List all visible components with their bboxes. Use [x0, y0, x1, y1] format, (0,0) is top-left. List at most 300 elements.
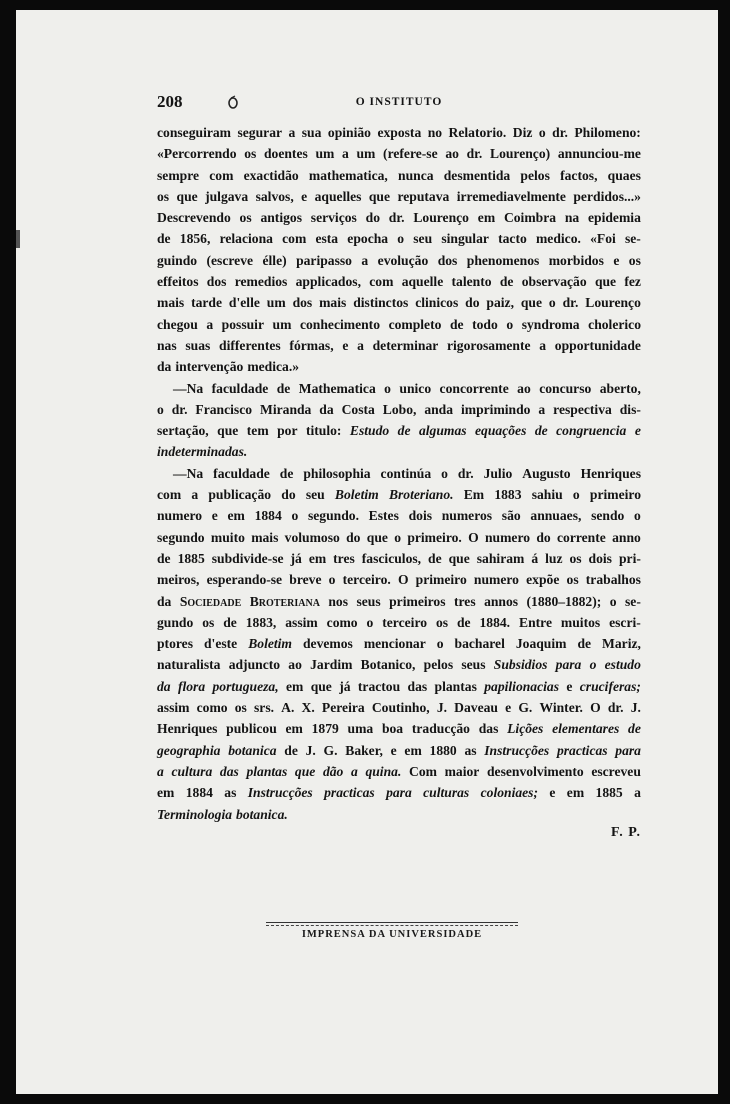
word: os — [569, 550, 582, 566]
word: como — [326, 614, 358, 630]
word: distinctos — [353, 295, 409, 311]
word: primeiros — [389, 593, 446, 609]
word: Philomeno: — [574, 125, 641, 140]
word: primeiro. — [407, 529, 462, 545]
text-line — [157, 676, 641, 697]
text-line — [157, 484, 641, 505]
word: se- — [625, 593, 641, 609]
word: botanica. — [236, 806, 288, 822]
word: remedios — [234, 274, 288, 290]
word: J. — [436, 700, 448, 716]
word: a — [634, 785, 641, 801]
word: J. — [630, 700, 641, 716]
word: Lourenço — [585, 295, 641, 311]
word: de — [157, 231, 171, 247]
footer-rule — [266, 922, 518, 926]
word: Julio — [483, 465, 513, 481]
word: annos — [484, 593, 519, 609]
word: algumas — [418, 423, 467, 439]
word: aberto, — [599, 380, 641, 396]
text-line — [157, 292, 641, 313]
word: chegou — [157, 316, 198, 332]
word: 1885 — [595, 785, 623, 801]
word: bacharel — [454, 636, 505, 652]
word: 1883, — [245, 614, 277, 630]
word: em — [285, 678, 304, 694]
word: no — [427, 125, 443, 140]
word: Estudo — [349, 423, 390, 439]
word: corrente — [557, 529, 606, 545]
word: salvos, — [255, 188, 294, 204]
text-line — [157, 186, 641, 207]
word: aquelle — [401, 274, 444, 290]
word: opinião — [327, 125, 371, 140]
word: plantas — [434, 678, 477, 694]
word: em — [477, 210, 496, 226]
word: dr. — [466, 146, 483, 162]
word: concorrente — [439, 380, 509, 396]
text-line — [157, 569, 641, 590]
word: das — [478, 721, 499, 737]
word: e — [613, 252, 620, 268]
word: publicou — [226, 721, 277, 737]
word: a — [206, 316, 214, 332]
word: com — [369, 274, 394, 290]
word: unico — [399, 380, 432, 396]
word: gundo — [157, 614, 194, 630]
word: julgava — [205, 188, 249, 204]
word: philosophia — [303, 465, 371, 481]
word: com — [157, 487, 182, 503]
word: de — [276, 380, 291, 396]
word: practicas — [324, 785, 375, 801]
word: morbidos — [548, 252, 604, 268]
word: exactidão — [243, 167, 299, 183]
text-line — [157, 633, 641, 654]
word: (1880–1882); — [526, 593, 602, 609]
word: o — [506, 316, 514, 332]
word: muito — [210, 529, 245, 545]
word: syndroma — [521, 316, 580, 332]
word: desenvolvimento — [487, 763, 584, 779]
word: de — [577, 636, 592, 652]
word: expõe — [526, 572, 560, 588]
word: desmentida — [443, 167, 511, 183]
word: que — [176, 188, 198, 204]
word: reputava — [397, 188, 450, 204]
word: dão — [322, 763, 344, 779]
word: concurso — [539, 380, 592, 396]
word: e — [390, 742, 397, 758]
word: dois — [408, 508, 433, 524]
word: do — [536, 529, 551, 545]
word: dr. — [607, 700, 624, 716]
word: em — [404, 742, 422, 758]
word: Com — [409, 763, 437, 779]
word: segurar — [237, 125, 283, 140]
word: practicas — [556, 742, 608, 758]
word: mencionar — [363, 636, 426, 652]
text-line — [157, 591, 641, 612]
text-block — [157, 92, 641, 841]
word: a — [539, 337, 547, 353]
word: Henriques — [157, 721, 218, 737]
word: sua — [301, 125, 322, 140]
word: assim — [157, 700, 190, 716]
page-number: 208 — [157, 92, 183, 111]
word: 1856, — [179, 231, 211, 247]
word: dos — [292, 295, 313, 311]
word: exposta — [377, 125, 422, 140]
word: O — [468, 529, 479, 545]
text-line — [157, 441, 641, 462]
word: que — [366, 529, 388, 545]
word: indeterminadas. — [157, 444, 248, 460]
word: Mathematica — [298, 380, 376, 396]
word: boa — [381, 721, 404, 737]
word: Coimbra — [503, 210, 557, 226]
word: e — [301, 188, 308, 204]
word: a — [342, 146, 349, 162]
word: os — [157, 188, 170, 204]
word: e — [342, 337, 349, 353]
word: Winter. — [539, 700, 583, 716]
word: para — [615, 742, 641, 758]
word: dos — [437, 252, 458, 268]
word: 1884. — [479, 614, 511, 630]
word: subdivide-se — [211, 550, 284, 566]
word: estudo — [604, 657, 641, 673]
word: sempre — [157, 167, 200, 183]
word: de — [284, 742, 298, 758]
word: 1879 — [311, 721, 339, 737]
word: breve — [289, 572, 322, 588]
word: das — [407, 678, 428, 694]
word: esperando-se — [206, 572, 283, 588]
word: Descrevendo — [157, 210, 231, 226]
word: na — [564, 210, 580, 226]
word: da — [157, 593, 172, 609]
word: numero — [157, 508, 203, 524]
word: naturalista — [157, 657, 221, 673]
text-line — [157, 505, 641, 526]
word: mais — [319, 295, 347, 311]
word: determinar — [372, 337, 439, 353]
word: relaciona — [219, 231, 273, 247]
word: 1880 — [429, 742, 457, 758]
word: Instrucções — [484, 742, 550, 758]
word: paripasso — [296, 252, 352, 268]
word: suas — [185, 337, 211, 353]
word: o — [441, 465, 448, 481]
word: cultura — [171, 763, 213, 779]
word: que — [520, 295, 543, 311]
word: Em — [463, 487, 485, 503]
word: do — [365, 210, 380, 226]
word: e — [211, 508, 218, 524]
word: para — [386, 785, 412, 801]
word: a — [288, 125, 296, 140]
word: das — [219, 763, 239, 779]
word: sendo — [591, 508, 625, 524]
word: da — [157, 359, 172, 375]
word: e — [505, 700, 512, 716]
word: terceiro. — [342, 572, 391, 588]
word: perdidos...» — [573, 188, 641, 204]
text-line — [157, 782, 641, 803]
word: sahiram — [476, 550, 525, 566]
word: os — [244, 146, 257, 162]
word: fórmas, — [289, 337, 334, 353]
word: para — [555, 657, 582, 673]
word: annunciou-me — [557, 146, 641, 162]
word: Francisco — [195, 401, 253, 417]
word: o — [291, 508, 299, 524]
word: numeros — [441, 508, 493, 524]
word: applicados, — [295, 274, 361, 290]
word: culturas — [423, 785, 470, 801]
word: um — [315, 146, 335, 162]
text-line — [157, 165, 641, 186]
word: o — [384, 380, 391, 396]
text-line — [157, 612, 641, 633]
word: a — [357, 337, 364, 353]
word: imprimindo — [460, 401, 531, 417]
text-line — [157, 654, 641, 675]
word: devemos — [303, 636, 353, 652]
word: os — [435, 614, 449, 630]
word: Terminologia — [157, 806, 233, 822]
word: que — [217, 423, 239, 439]
word: primeiro — [415, 572, 467, 588]
word: o — [572, 487, 580, 503]
word: Estes — [368, 508, 399, 524]
word: annuaes, — [530, 508, 582, 524]
word: o — [436, 636, 444, 652]
word: tres — [453, 593, 476, 609]
text-line — [157, 356, 641, 377]
word: rigorosamente — [447, 337, 531, 353]
word: a — [361, 252, 369, 268]
text-line — [157, 527, 641, 548]
word: adjuncto — [228, 657, 281, 673]
word: cholerico — [588, 316, 641, 332]
word: em — [308, 550, 327, 566]
word: as — [464, 742, 477, 758]
word: que — [594, 274, 617, 290]
word: Mariz, — [602, 636, 641, 652]
word: já — [290, 550, 302, 566]
word: mais — [157, 295, 185, 311]
word: o — [548, 295, 556, 311]
word: botanica — [228, 742, 277, 758]
word: factos, — [560, 167, 598, 183]
word: titulo: — [305, 423, 342, 439]
word: pri- — [618, 550, 641, 566]
word: uma — [347, 721, 374, 737]
word: de — [499, 274, 514, 290]
word: O — [590, 700, 601, 716]
word: seus — [356, 593, 381, 609]
word: medico. — [535, 231, 581, 247]
word: papilionacias — [484, 678, 559, 694]
text-line — [157, 271, 641, 292]
word: plantas — [246, 763, 288, 779]
word: escri- — [609, 614, 641, 630]
word: Relatorio. — [448, 125, 507, 140]
word: respectiva — [553, 401, 612, 417]
word: elementares — [552, 721, 620, 737]
word: anda — [424, 401, 454, 417]
word: paiz, — [486, 295, 514, 311]
word: phenomenos — [466, 252, 540, 268]
text-line — [157, 335, 641, 356]
text-line — [157, 378, 641, 399]
word: e — [634, 423, 641, 439]
word: meiros, — [157, 572, 200, 588]
word: anno — [612, 529, 641, 545]
word: Instrucções — [247, 785, 313, 801]
text-line — [157, 228, 641, 249]
word: irremediavelmente — [456, 188, 566, 204]
word: Jardim — [310, 657, 353, 673]
word: equações — [475, 423, 527, 439]
word: 1883 — [494, 487, 522, 503]
word: de — [428, 550, 442, 566]
word: guindo — [157, 252, 198, 268]
word: Lourenço — [413, 210, 469, 226]
word: Joaquim — [515, 636, 567, 652]
text-line — [157, 420, 641, 441]
word: flora — [177, 678, 206, 694]
word: um — [356, 146, 376, 162]
word: Lourenço) — [490, 146, 551, 162]
word: «Foi — [590, 231, 616, 247]
word: Costa — [341, 401, 375, 417]
word: epidemia — [588, 210, 641, 226]
word: quina. — [365, 763, 402, 779]
word: tem — [246, 423, 269, 439]
word: dr. — [457, 465, 474, 481]
text-line — [157, 804, 641, 825]
word: Daveau — [454, 700, 498, 716]
word: observação — [521, 274, 587, 290]
word: O — [397, 572, 409, 588]
word: 1885 — [177, 550, 205, 566]
signature: F. P. — [610, 824, 641, 840]
word: medica.» — [247, 359, 300, 375]
word: coloniaes; — [480, 785, 538, 801]
word: numero — [484, 529, 531, 545]
word: á — [531, 550, 539, 566]
word: seu — [305, 487, 325, 503]
text-line — [157, 548, 641, 569]
word: o — [538, 125, 546, 140]
word: Lobo, — [382, 401, 417, 417]
word: Coutinho, — [371, 700, 430, 716]
word: o — [394, 529, 402, 545]
text-line — [157, 314, 641, 335]
word: de — [279, 465, 294, 481]
word: Henriques — [580, 465, 641, 481]
word: G. — [323, 742, 338, 758]
word: a — [157, 763, 164, 779]
word: os — [628, 252, 641, 268]
text-line — [157, 250, 641, 271]
word: conseguiram — [157, 125, 232, 140]
word: dos — [206, 274, 227, 290]
word: já — [339, 678, 351, 694]
word: nas — [157, 337, 177, 353]
word: o — [157, 401, 164, 417]
text-line — [157, 718, 641, 739]
word: que — [310, 678, 332, 694]
word: escreveu — [591, 763, 641, 779]
word: geographia — [157, 742, 221, 758]
word: que — [294, 763, 316, 779]
word: e — [549, 785, 556, 801]
word: mais — [251, 529, 279, 545]
word: G. — [518, 700, 533, 716]
word: da — [157, 678, 171, 694]
word: assim — [285, 614, 318, 630]
word: ao — [445, 146, 459, 162]
word: effeitos — [157, 274, 199, 290]
word: differentes — [219, 337, 281, 353]
printer-imprint: IMPRENSA DA UNIVERSIDADE — [301, 929, 483, 940]
word: seu — [413, 231, 433, 247]
text-line — [157, 143, 641, 164]
text-line — [157, 122, 641, 143]
word: em — [227, 508, 245, 524]
word: traducção — [411, 721, 470, 737]
page-header — [157, 92, 641, 122]
word: nunca — [398, 167, 434, 183]
word: epocha — [347, 231, 389, 247]
word: opportunidade — [554, 337, 641, 353]
word: dr. — [171, 401, 188, 417]
word: Subsidios — [493, 657, 548, 673]
word: os — [202, 614, 215, 630]
word: primeiro — [589, 487, 641, 503]
word: terceiro — [382, 614, 428, 630]
word: —Na — [173, 380, 204, 396]
word: o — [397, 231, 405, 247]
word: J. — [305, 742, 316, 758]
word: Sociedade — [179, 593, 242, 609]
word: dis- — [619, 401, 641, 417]
word: Broteriana — [249, 593, 320, 609]
word: o — [328, 572, 336, 588]
word: «Percorrendo — [157, 146, 237, 162]
document-page — [16, 10, 718, 1094]
word: os — [566, 572, 579, 588]
word: se- — [624, 231, 641, 247]
word: de — [449, 316, 464, 332]
word: segundo — [157, 529, 205, 545]
word: o — [589, 657, 597, 673]
word: tacto — [498, 231, 527, 247]
text-line — [157, 761, 641, 782]
word: um — [272, 316, 292, 332]
word: volumoso — [284, 529, 340, 545]
word: o — [634, 508, 641, 524]
word: serviços — [310, 210, 357, 226]
word: —Na — [173, 465, 204, 481]
word: dr. — [562, 295, 579, 311]
word: sertação, — [157, 423, 209, 439]
word: os — [239, 210, 252, 226]
